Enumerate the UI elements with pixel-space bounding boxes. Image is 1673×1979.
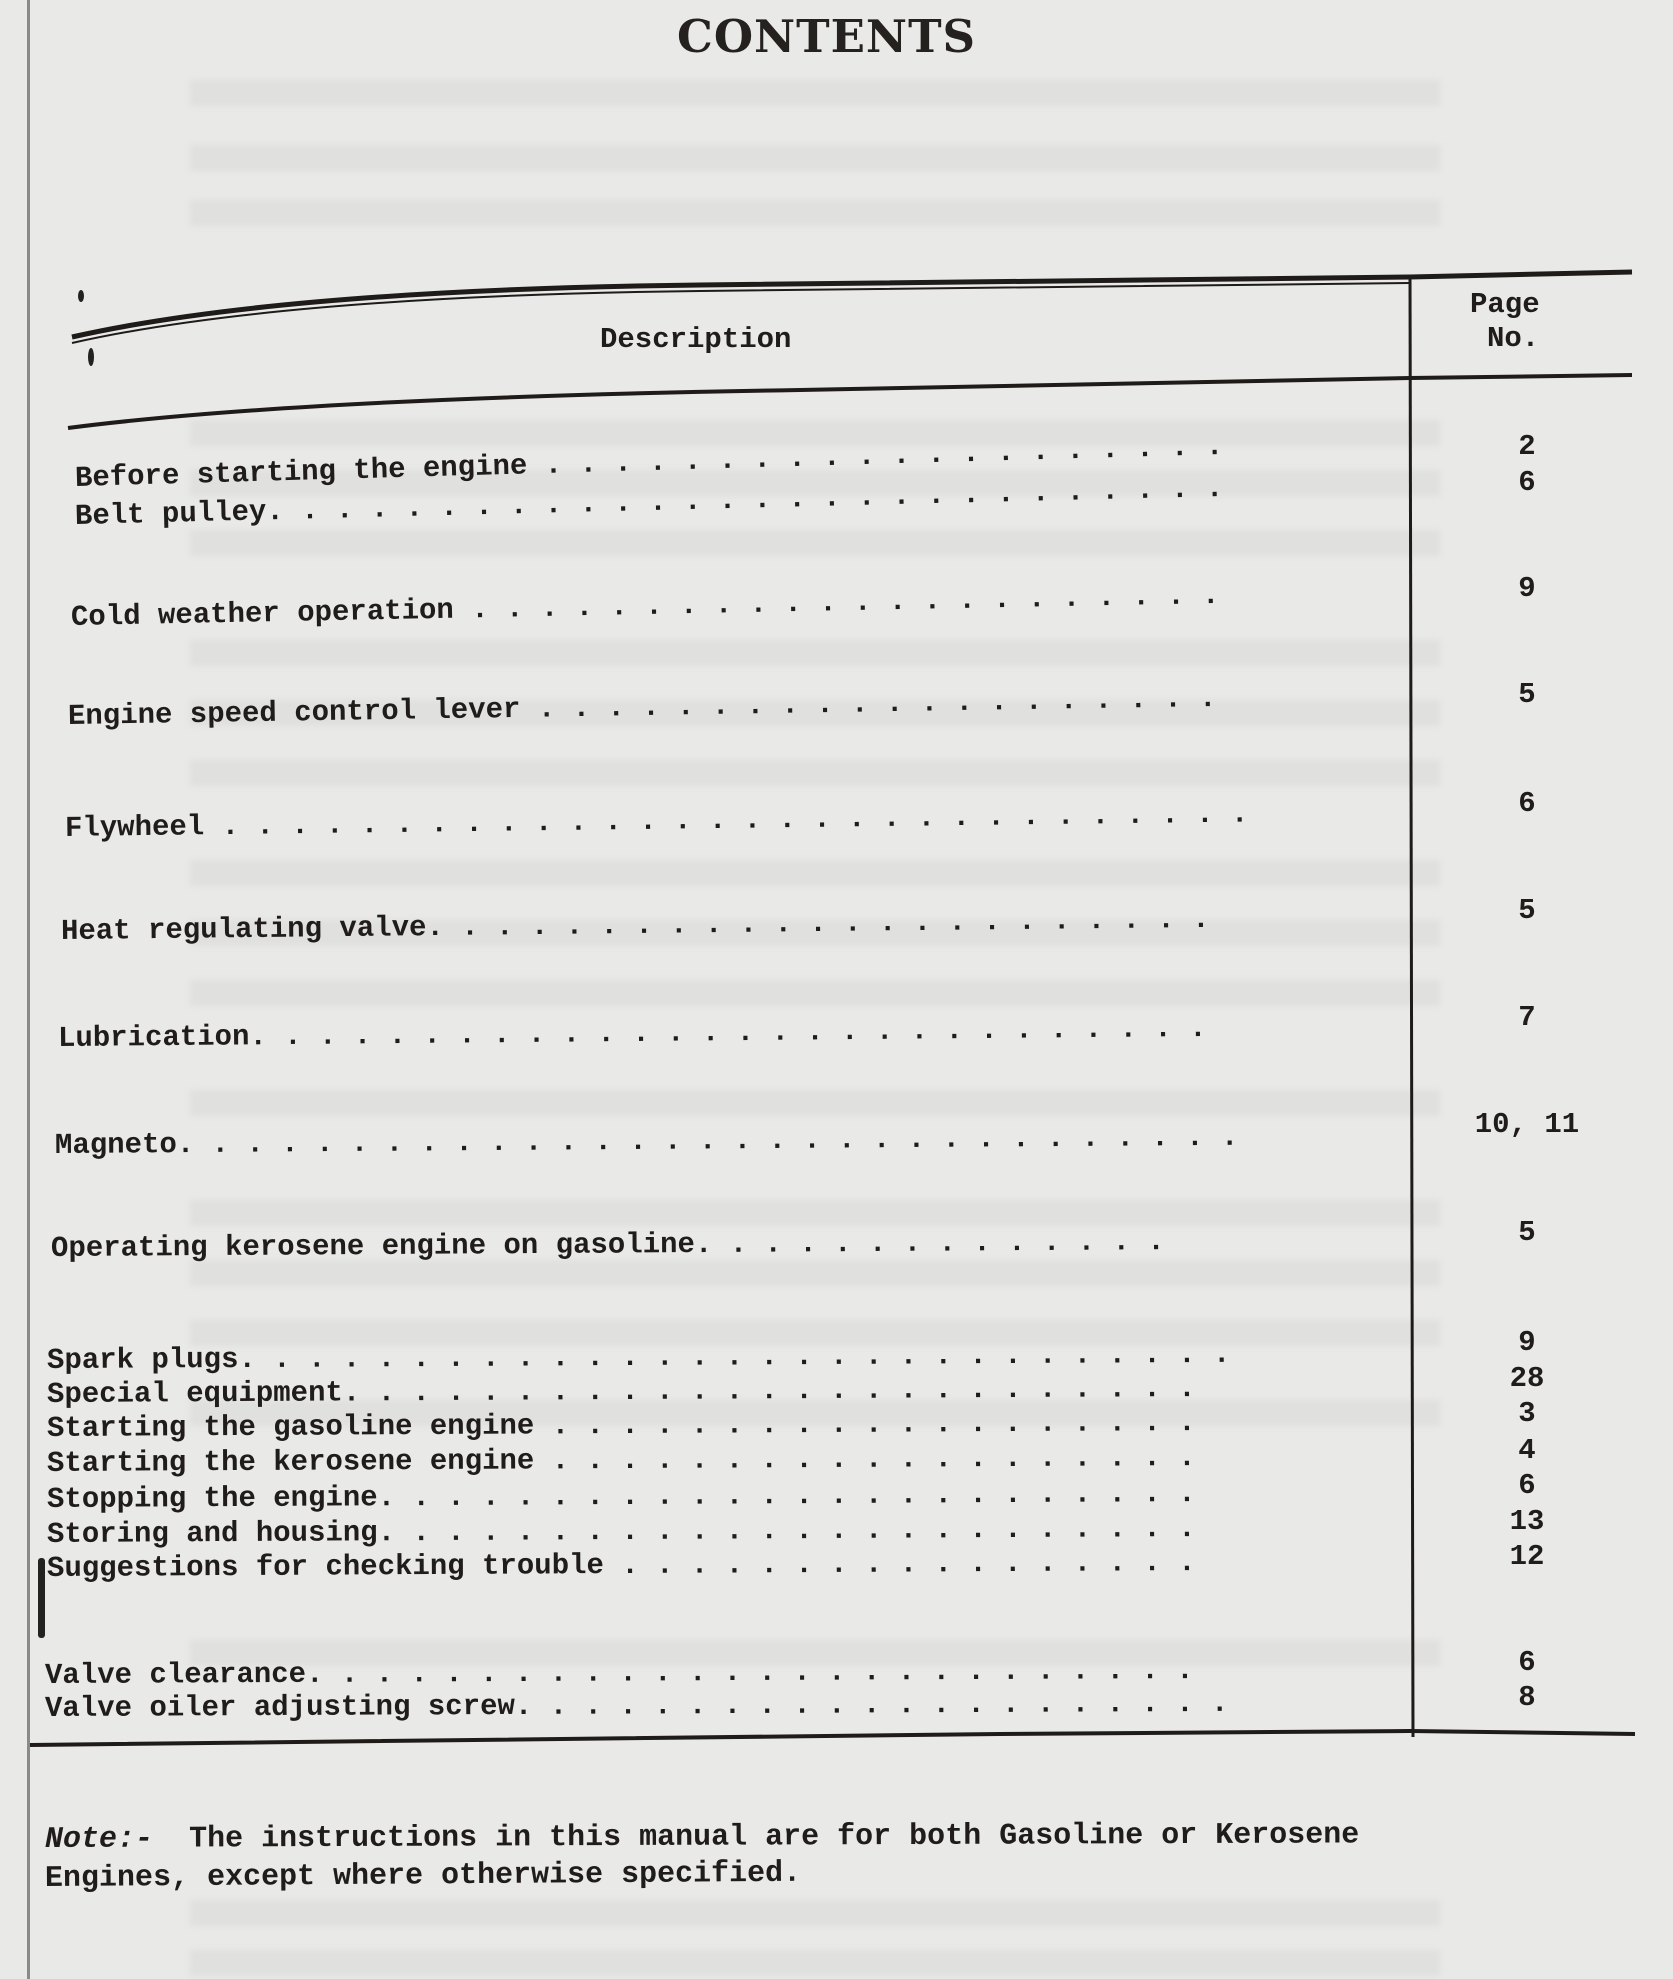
page-number: 6 (1518, 787, 1536, 820)
leader-dots: . . . . . . . . . . . . . . . . . . . . . . . . . . . (283, 471, 1224, 528)
row-description: Belt pulley. (74, 494, 285, 533)
table-row (45, 1687, 1229, 1725)
row-description: Engine speed control lever (67, 692, 521, 733)
row-description: Before starting the engine (74, 449, 528, 495)
note-label: Note:- (44, 1822, 154, 1857)
leader-dots: . . . . . . . . . . . . . . . . . . . . . . . . . . . . (255, 1337, 1231, 1376)
table-row (47, 1441, 1196, 1480)
table-row (47, 1477, 1196, 1516)
leader-dots: . . . . . . . . . . . . . . . . . . . . . . . . (360, 1371, 1196, 1410)
ink-mark (88, 348, 94, 366)
row-description: Magneto. (54, 1128, 195, 1162)
leader-dots: . . . . . . . . . . . . . . . . . . . . . . . . . . . (266, 1011, 1207, 1054)
page-number: 13 (1509, 1505, 1545, 1538)
page-number: 12 (1509, 1540, 1545, 1573)
row-description: Flywheel (64, 810, 205, 845)
leader-dots: . . . . . . . . . . . . . . . . . . . (534, 1405, 1196, 1443)
page-number: 5 (1518, 678, 1536, 711)
leader-dots: . . . . . . . . . . . . . (712, 1225, 1165, 1261)
note-text-1: The instructions in this manual are for both Gasoline or Kerosene (188, 1818, 1360, 1857)
note-text-2: Engines, except where otherwise specified. (44, 1856, 802, 1896)
leader-dots: . . . . . . . . . . . . . . . . . (603, 1545, 1196, 1583)
table-row (47, 1406, 1196, 1445)
page-number: 2 (1518, 430, 1536, 463)
row-description: Valve oiler adjusting screw. (44, 1689, 533, 1725)
page-number: 5 (1518, 1216, 1536, 1249)
leader-dots: . . . . . . . . . . . . . . . . . . . (534, 1440, 1196, 1478)
page-number: 9 (1518, 1326, 1536, 1359)
page-number: 6 (1518, 1469, 1536, 1502)
header-page-no: No. (1487, 322, 1540, 355)
leader-dots: . . . . . . . . . . . . . . . . . . . . . . . (394, 1511, 1196, 1550)
page-number: 28 (1509, 1362, 1545, 1395)
row-description: Suggestions for checking trouble (46, 1549, 604, 1585)
table-row (47, 1546, 1196, 1585)
page-title: CONTENTS (677, 10, 977, 63)
table-row (47, 1512, 1196, 1551)
row-description: Lubrication. (57, 1020, 267, 1055)
leader-dots: . . . . . . . . . . . . . . . . . . . . . . (443, 902, 1210, 944)
row-description: Starting the gasoline engine (46, 1409, 535, 1445)
page-number: 7 (1518, 1001, 1536, 1034)
table-row (47, 1372, 1196, 1411)
table-row (51, 1225, 1165, 1265)
row-description: Cold weather operation (70, 593, 455, 634)
footnote-line-2 (45, 1857, 801, 1896)
ink-mark (38, 1558, 45, 1638)
page-number: 9 (1518, 572, 1536, 605)
page-number: 6 (1518, 1646, 1536, 1679)
row-description: Heat regulating valve. (60, 910, 445, 948)
leader-dots: . . . . . . . . . . . . . . . . . . . . . . . (394, 1476, 1196, 1515)
row-description: Valve clearance. (44, 1657, 324, 1692)
footnote-line-1 (45, 1818, 1359, 1857)
leader-dots: . . . . . . . . . . . . . . . . . . . . . . . . . (323, 1653, 1194, 1691)
table-row (47, 1338, 1231, 1377)
leader-dots: . . . . . . . . . . . . . . . . . . . . . . . . . . . . . . (194, 1120, 1239, 1162)
page-number: 3 (1518, 1397, 1536, 1430)
page-number: 8 (1518, 1681, 1536, 1714)
leader-dots: . . . . . . . . . . . . . . . . . . . . (532, 1686, 1229, 1723)
row-description: Starting the kerosene engine (46, 1444, 535, 1480)
row-description: Stopping the engine. (46, 1481, 396, 1516)
header-page: Page (1470, 288, 1540, 321)
row-description: Storing and housing. (46, 1516, 396, 1551)
page-number: 4 (1518, 1434, 1536, 1467)
leader-dots: . . . . . . . . . . . . . . . . . . . . . . (453, 578, 1220, 627)
page-number: 10, 11 (1474, 1108, 1580, 1141)
page-number: 5 (1518, 894, 1536, 927)
leader-dots: . . . . . . . . . . . . . . . . . . . . (520, 681, 1217, 726)
row-description: Spark plugs. (46, 1342, 256, 1377)
leader-dots: . . . . . . . . . . . . . . . . . . . . (526, 429, 1224, 483)
row-description: Special equipment. (46, 1376, 361, 1411)
leader-dots: . . . . . . . . . . . . . . . . . . . . . . . . . . . . . . (204, 797, 1249, 844)
table-row (45, 1654, 1194, 1692)
ink-mark (78, 290, 84, 302)
page-number: 6 (1518, 466, 1536, 499)
header-description: Description (600, 323, 792, 356)
row-description: Operating kerosene engine on gasoline. (50, 1227, 713, 1265)
